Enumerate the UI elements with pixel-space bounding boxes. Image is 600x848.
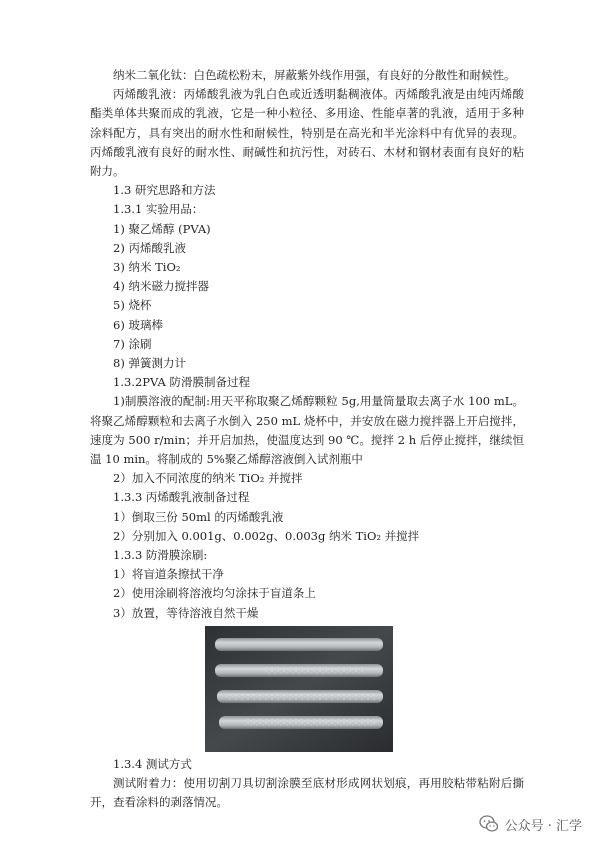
paragraph-acrylic: 丙烯酸乳液：丙烯酸乳液为乳白色或近透明黏稠液体。丙烯酸乳液是由纯丙烯酸酯类单体共聚而成的乳液，它是一种小粒径、多用途、性能卓著的乳液，适用于多种涂料配方，具有突出的耐水性和耐候性，特别是在高光和半光涂料中有优异的表现。丙烯酸乳液有良好的耐水性、耐碱性和抗污性，对砖石、木材和钢材表面有良好的粘附力。 <box>90 87 524 179</box>
strip-3 <box>217 690 383 703</box>
list-item: 6) 玻璃棒 <box>113 317 163 332</box>
list-item: 1）倒取三份 50ml 的丙烯酸乳液 <box>113 509 284 524</box>
list-item: 2）使用涂刷将溶液均匀涂抹于盲道条上 <box>113 586 316 601</box>
list-item: 7) 涂刷 <box>113 336 152 351</box>
list-item: 1）将盲道条擦拭干净 <box>113 567 224 582</box>
list-item: 2）分别加入 0.001g、0.002g、0.003g 纳米 TiO₂ 并搅拌 <box>113 528 420 543</box>
section-heading-1-3: 1.3 研究思路和方法 <box>113 183 216 198</box>
section-heading-1-3-1: 1.3.1 实验用品： <box>113 202 204 217</box>
paragraph-tio2: 纳米二氧化钛：白色疏松粉末，屏蔽紫外线作用强，有良好的分散性和耐候性。 <box>113 68 516 82</box>
document-body <box>90 66 524 813</box>
section-heading-1-3-3b: 1.3.3 防滑膜涂刷: <box>113 548 208 563</box>
list-item: 8) 弹簧测力计 <box>113 356 186 371</box>
section-heading-1-3-4: 1.3.4 测试方式 <box>113 756 192 771</box>
paragraph-test: 测试附着力：使用切割刀具切割涂膜至底材形成网状划痕，再用胶粘带粘附后撕开，查看涂料的剥落情况。 <box>90 776 524 810</box>
strip-4 <box>219 716 383 729</box>
paragraph-pva-step1: 1)制膜溶液的配制:用天平称取聚乙烯醇颗粒 5g,用量筒量取去离子水 100 mL。将聚乙烯醇颗粒和去离子水倒入 250 mL 烧杯中，并安放在磁力搅拌器上开启搅拌，速度为 500 r/min；并开启加热，使温度达到 90 ℃。搅拌 2 h 后停止搅拌，继续恒温 10 min。将制成的 5%聚乙烯醇溶液倒入试剂瓶中 <box>90 394 524 467</box>
list-item: 5) 烧杯 <box>113 298 152 313</box>
section-heading-1-3-3a: 1.3.3 丙烯酸乳液制备过程 <box>113 490 250 505</box>
watermark-text: 公众号 · 汇学 <box>504 818 582 834</box>
wechat-icon <box>479 814 499 834</box>
paragraph-pva-step2: 2）加入不同浓度的纳米 TiO₂ 并搅拌 <box>113 471 303 486</box>
strip-2 <box>215 664 383 677</box>
list-item: 3）放置，等待溶液自然干燥 <box>113 605 259 620</box>
watermark <box>479 814 582 834</box>
list-item: 2) 丙烯酸乳液 <box>113 240 186 255</box>
list-item: 3) 纳米 TiO₂ <box>113 260 181 275</box>
coated-strips-photo <box>205 626 393 752</box>
list-item: 1) 聚乙烯醇 (PVA) <box>113 221 211 236</box>
list-item: 4) 纳米磁力搅拌器 <box>113 279 209 294</box>
section-heading-1-3-2: 1.3.2PVA 防滑膜制备过程 <box>113 375 250 390</box>
strip-1 <box>215 638 383 651</box>
